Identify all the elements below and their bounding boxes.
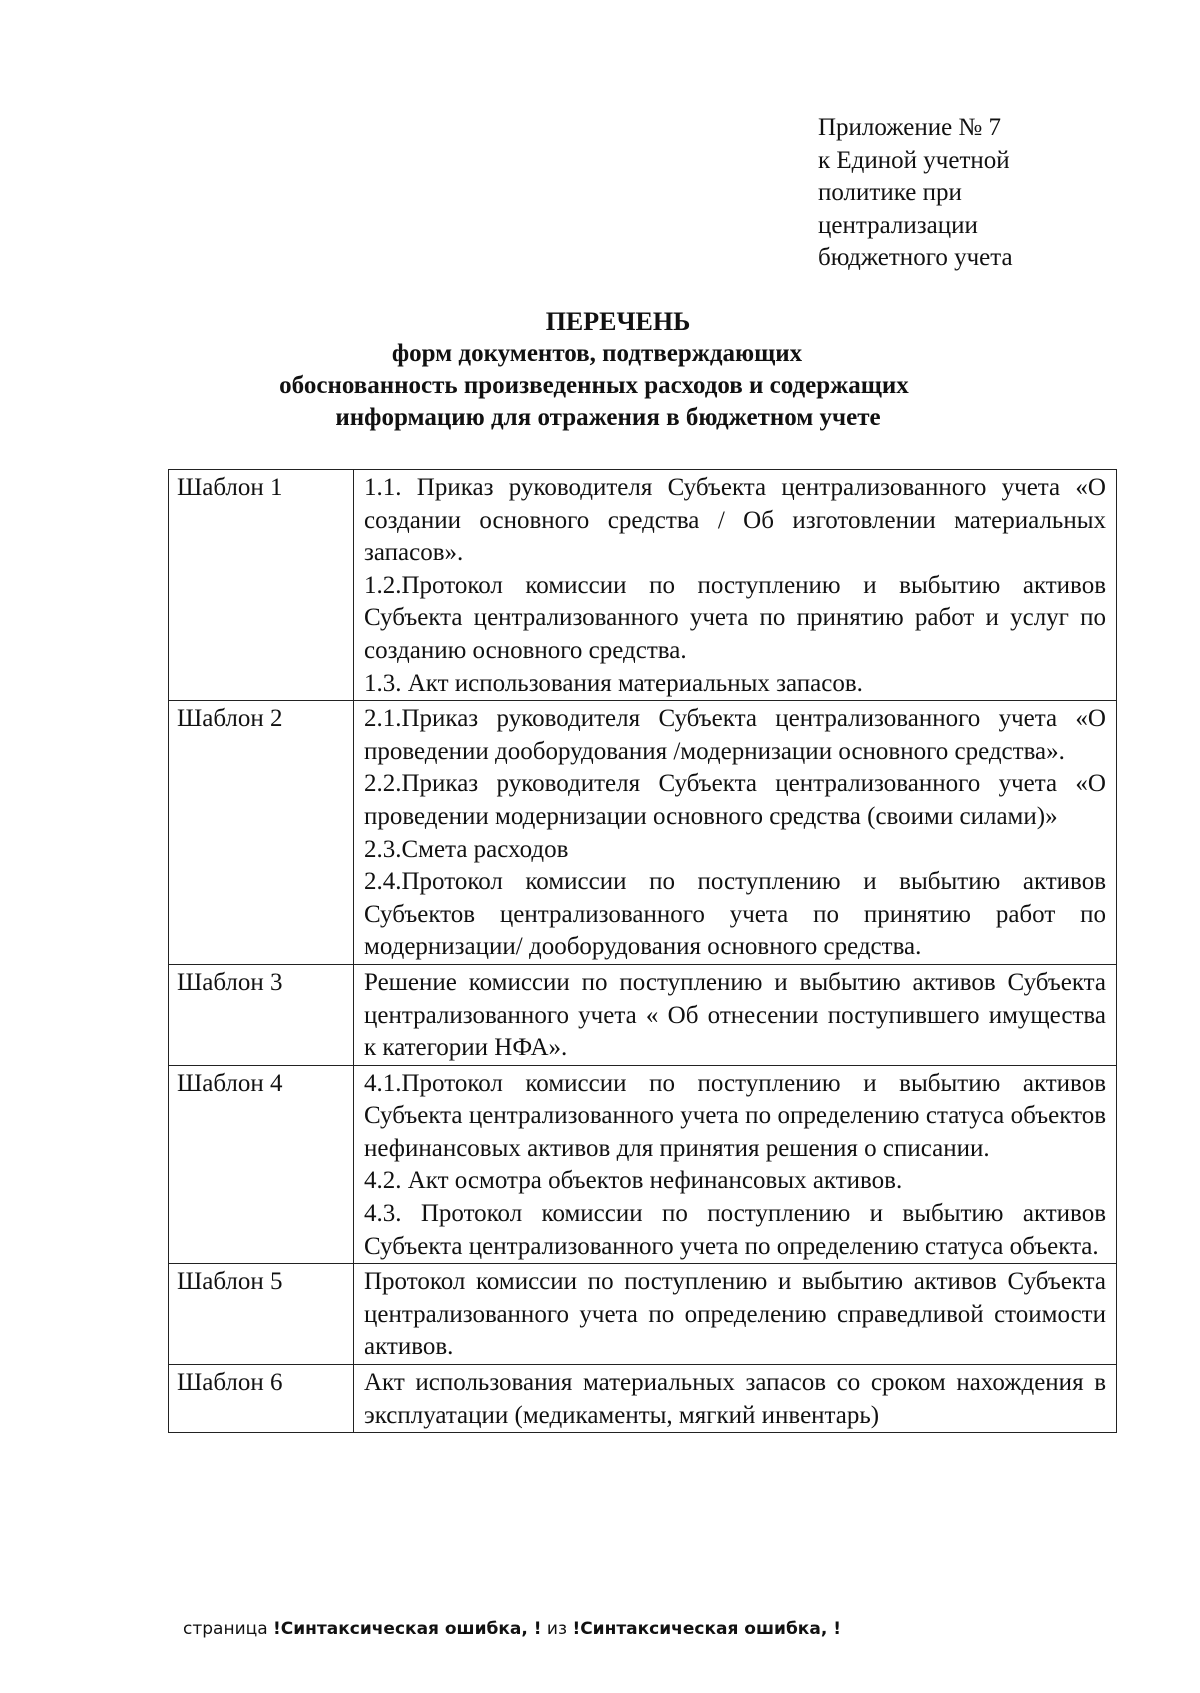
template-name: Шаблон 1	[169, 470, 354, 701]
description-item: Акт использования материальных запасов со сроком нахождения в эксплуатации (медикаменты, мягкий инвентарь)	[364, 1369, 1106, 1429]
template-name: Шаблон 5	[169, 1264, 354, 1365]
description-item: 2.4.Протокол комиссии по поступлению и выбытию активов Субъектов централизованного учета по принятию работ по модернизации/ дооборудования основного средства.	[364, 868, 1106, 961]
footer-middle: из	[541, 1619, 573, 1639]
footer-error-total: !Синтаксическая ошибка, !	[572, 1619, 841, 1639]
appendix-line: к Единой учетной	[818, 146, 1010, 174]
description-item: 4.3. Протокол комиссии по поступлению и выбытию активов Субъекта централизованного учета по определению статуса объекта.	[364, 1200, 1106, 1260]
template-description	[354, 470, 1117, 701]
template-name: Шаблон 3	[169, 964, 354, 1065]
description-item: 2.3.Смета расходов	[364, 835, 569, 863]
forms-table	[168, 469, 1117, 1433]
table-row	[169, 701, 1117, 965]
description-item: 1.1. Приказ руководителя Субъекта централизованного учета «О создании основного средства / Об изготовлении материальных запасов».	[364, 474, 1106, 567]
appendix-line: политике при	[818, 179, 962, 206]
table-row	[169, 1365, 1117, 1433]
description-item: Протокол комиссии по поступлению и выбытию активов Субъекта централизованного учета по определению справедливой стоимости активов.	[364, 1268, 1106, 1361]
footer-prefix: страница	[183, 1619, 274, 1639]
appendix-line: Приложение № 7	[818, 114, 1002, 141]
title-main: ПЕРЕЧЕНЬ	[545, 307, 691, 336]
appendix-line: централизации	[818, 211, 978, 239]
template-description	[354, 1365, 1117, 1433]
table-row	[169, 1264, 1117, 1365]
description-item: 1.2.Протокол комиссии по поступлению и выбытию активов Субъекта централизованного учета по принятию работ и услуг по созданию основного средства.	[364, 571, 1106, 664]
template-name: Шаблон 2	[169, 701, 354, 965]
appendix-header	[818, 112, 1013, 275]
description-item: 2.2.Приказ руководителя Субъекта централизованного учета «О проведении модернизации основного средства (своими силами)»	[364, 770, 1106, 830]
template-description	[354, 1264, 1117, 1365]
table-row	[169, 1065, 1117, 1264]
title-line: обоснованность произведенных расходов и содержащих	[279, 372, 909, 399]
title-line: информацию для отражения в бюджетном учете	[335, 404, 881, 431]
title-line: форм документов, подтверждающих	[391, 340, 803, 367]
template-description	[354, 964, 1117, 1065]
template-description	[354, 701, 1117, 965]
document-title	[0, 306, 1200, 434]
description-item: 4.1.Протокол комиссии по поступлению и выбытию активов Субъекта централизованного учета по определению статуса объектов нефинансовых активов для принятия решения о списании.	[364, 1069, 1106, 1162]
template-name: Шаблон 6	[169, 1365, 354, 1433]
template-description	[354, 1065, 1117, 1264]
description-item: 2.1.Приказ руководителя Субъекта централизованного учета «О проведении дооборудования /модернизации основного средства».	[364, 705, 1106, 765]
description-item: Решение комиссии по поступлению и выбытию активов Субъекта централизованного учета « Об отнесении поступившего имущества к категории НФА».	[364, 968, 1106, 1062]
template-name: Шаблон 4	[169, 1065, 354, 1264]
description-item: 1.3. Акт использования материальных запасов.	[364, 669, 863, 697]
table-row	[169, 964, 1117, 1065]
footer-error-current: !Синтаксическая ошибка, !	[273, 1619, 542, 1639]
table-row	[169, 470, 1117, 701]
page-footer	[183, 1619, 841, 1639]
description-item: 4.2. Акт осмотра объектов нефинансовых активов.	[364, 1167, 903, 1195]
appendix-line: бюджетного учета	[818, 244, 1013, 271]
